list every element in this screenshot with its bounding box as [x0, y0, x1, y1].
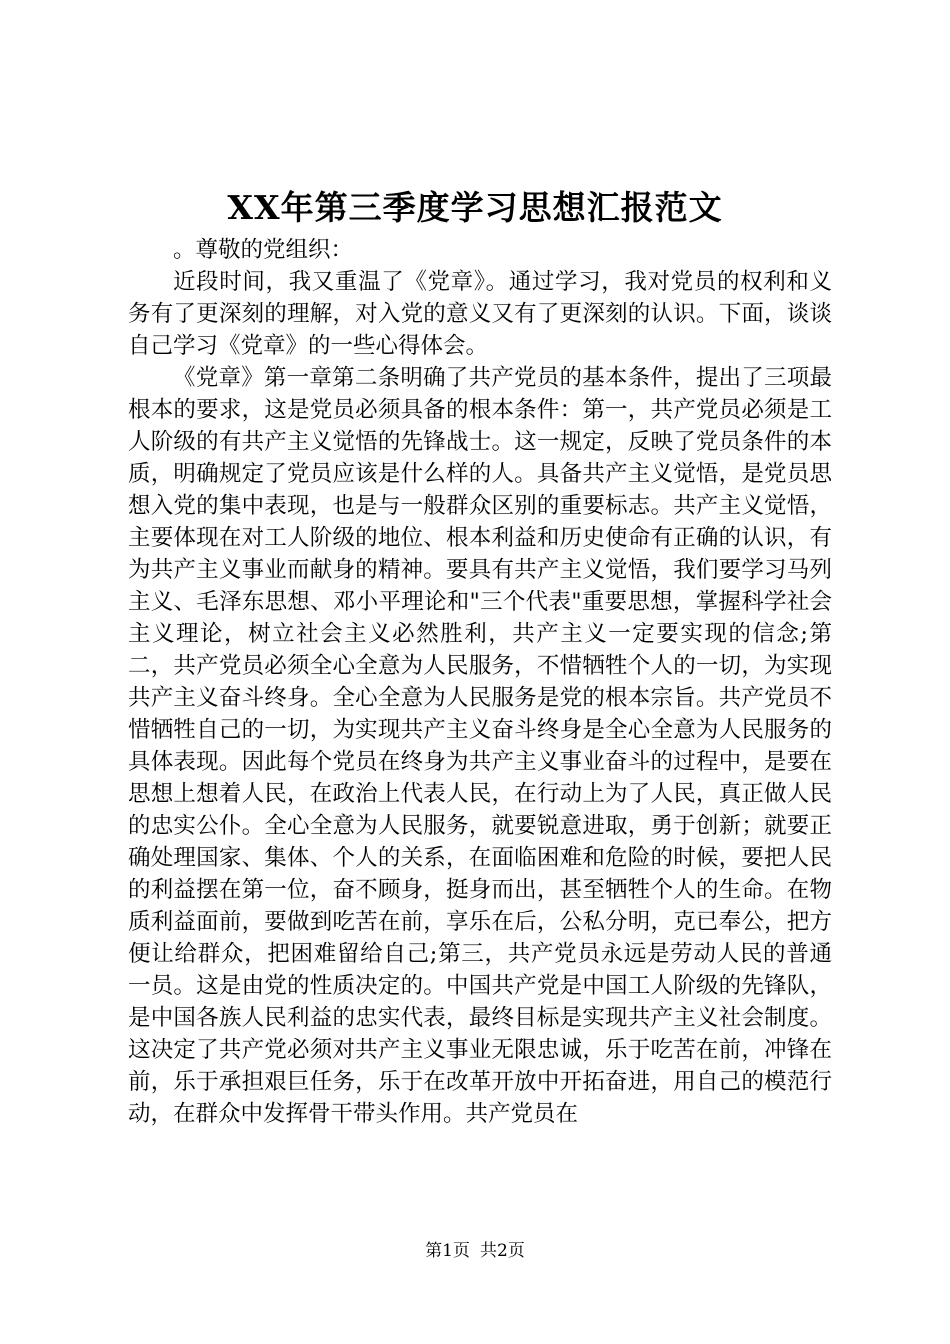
- document-title: XX年第三季度学习思想汇报范文: [227, 188, 723, 227]
- page-total: 共2页: [480, 1241, 525, 1261]
- document-body: [128, 234, 832, 1130]
- paragraph-1: 近段时间，我又重温了《党章》。通过学习，我对党员的权利和义务有了更深刻的理解，对入党的意义又有了更深刻的认识。下面，谈谈自己学习《党章》的一些心得体会。: [128, 269, 832, 359]
- paragraph-2: 《党章》第一章第二条明确了共产党员的基本条件，提出了三项最根本的要求，这是党员必须具备的根本条件：第一，共产党员必须是工人阶级的有共产主义觉悟的先锋战士。这一规定，反映了党员条件的本质，明确规定了党员应该是什么样的人。具备共产主义觉悟，是党员思想入党的集中表现，也是与一般群众区别的重要标志。共产主义觉悟，主要体现在对工人阶级的地位、根本利益和历史使命有正确的认识，有为共产主义事业而献身的精神。要具有共产主义觉悟，我们要学习马列主义、毛泽东思想、邓小平理论和"三个代表"重要思想，掌握科学社会主义理论，树立社会主义必然胜利，共产主义一定要实现的信念;第二，共产党员必须全心全意为人民服务，不惜牺牲个人的一切，为实现共产主义奋斗终身。全心全意为人民服务是党的根本宗旨。共产党员不惜牺牲自己的一切，为实现共产主义奋斗终身是全心全意为人民服务的具体表现。因此每个党员在终身为共产主义事业奋斗的过程中，是要在思想上想着人民，在政治上代表人民，在行动上为了人民，真正做人民的忠实公仆。全心全意为人民服务，就要锐意进取，勇于创新；就要正确处理国家、集体、个人的关系，在面临困难和危险的时候，要把人民的利益摆在第一位，奋不顾身，挺身而出，甚至牺牲个人的生命。在物质利益面前，要做到吃苦在前，享乐在后，公私分明，克已奉公，把方便让给群众，把困难留给自己;第三，共产党员永远是劳动人民的普通一员。这是由党的性质决定的。中国共产党是中国工人阶级的先锋队，是中国各族人民利益的忠实代表，最终目标是实现共产主义社会制度。这决定了共产党必须对共产主义事业无限忠诚，乐于吃苦在前，冲锋在前，乐于承担艰巨任务，乐于在改革开放中开拓奋进，用自己的模范行动，在群众中发挥骨干带头作用。共产党员在: [128, 365, 832, 1127]
- salutation: 。尊敬的党组织：: [173, 237, 354, 263]
- page-footer: [0, 1240, 950, 1262]
- page-number: 第1页: [425, 1241, 470, 1261]
